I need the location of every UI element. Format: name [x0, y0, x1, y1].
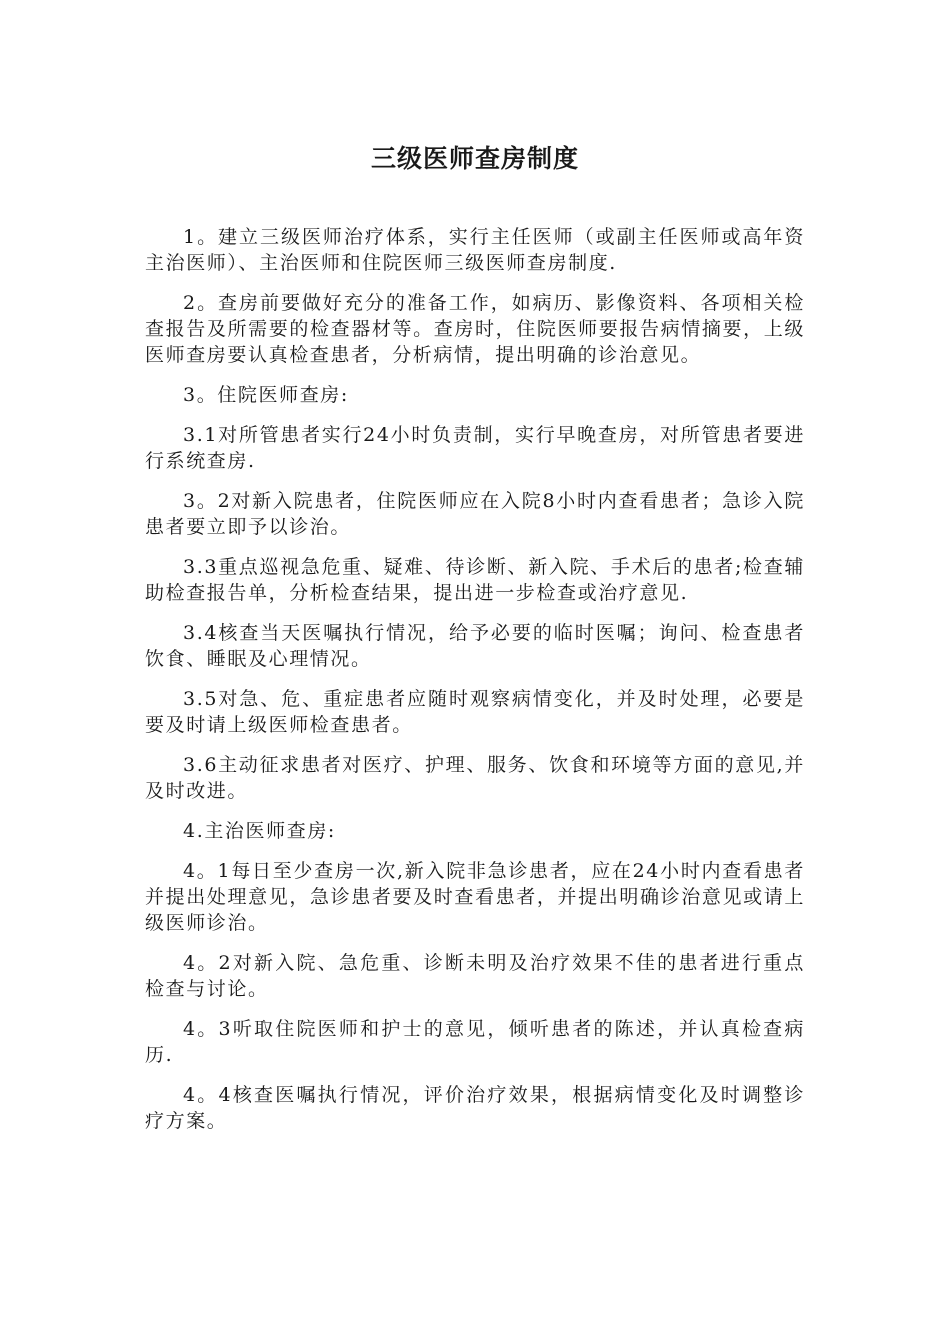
paragraph-2: 2。查房前要做好充分的准备工作，如病历、影像资料、各项相关检查报告及所需要的检查器材等。查房时，住院医师要报告病情摘要，上级医师查房要认真检查患者，分析病情，提出明确的诊治意见。 — [145, 292, 805, 366]
paragraph-4-1: 4。1每日至少查房一次,新入院非急诊患者，应在24小时内查看患者并提出处理意见，急诊患者要及时查看患者，并提出明确诊治意见或请上级医师诊治。 — [145, 860, 805, 934]
paragraph-4-2: 4。2对新入院、急危重、诊断未明及治疗效果不佳的患者进行重点检查与讨论。 — [145, 952, 805, 1000]
paragraph-3-1: 3.1对所管患者实行24小时负责制，实行早晚查房，对所管患者要进行系统查房. — [145, 424, 805, 472]
paragraph-4: 4.主治医师查房: — [183, 820, 336, 842]
paragraph-3-3: 3.3重点巡视急危重、疑难、待诊断、新入院、手术后的患者;检查辅助检查报告单，分析检查结果，提出进一步检查或治疗意见. — [145, 556, 805, 604]
paragraph-3-4: 3.4核查当天医嘱执行情况，给予必要的临时医嘱；询问、检查患者饮食、睡眠及心理情况。 — [145, 622, 805, 670]
paragraph-3-6: 3.6主动征求患者对医疗、护理、服务、饮食和环境等方面的意见,并及时改进。 — [145, 754, 805, 802]
paragraph-3: 3。住院医师查房: — [183, 384, 349, 406]
paragraph-1: 1。建立三级医师治疗体系，实行主任医师（或副主任医师或高年资主治医师）、主治医师和住院医师三级医师查房制度. — [145, 226, 805, 274]
document-body — [145, 224, 805, 1148]
paragraph-4-3: 4。3听取住院医师和护士的意见，倾听患者的陈述，并认真检查病历. — [145, 1018, 805, 1066]
document-title: 三级医师查房制度 — [370, 144, 579, 173]
paragraph-4-4: 4。4核查医嘱执行情况，评价治疗效果，根据病情变化及时调整诊疗方案。 — [145, 1084, 805, 1132]
paragraph-3-2: 3。2对新入院患者，住院医师应在入院8小时内查看患者；急诊入院患者要立即予以诊治。 — [145, 490, 805, 538]
paragraph-3-5: 3.5对急、危、重症患者应随时观察病情变化，并及时处理，必要是要及时请上级医师检查患者。 — [145, 688, 805, 736]
